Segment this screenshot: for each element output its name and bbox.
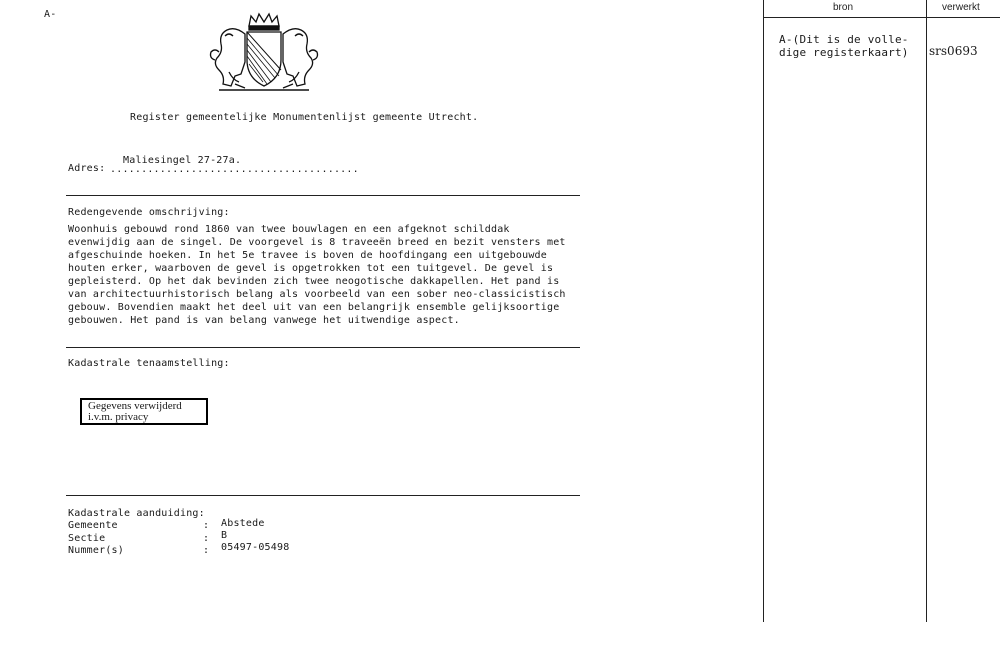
- aanduiding-row-sep: :: [203, 533, 210, 544]
- side-table-left-border: [763, 0, 764, 622]
- address-value: Maliesingel 27-27a.: [123, 155, 242, 166]
- card-title: Register gemeentelijke Monumentenlijst gemeente Utrecht.: [130, 112, 479, 123]
- side-table-mid-border: [926, 0, 927, 622]
- aanduiding-row-value: 05497-05498: [221, 542, 290, 553]
- privacy-notice: Gegevens verwijderd i.v.m. privacy: [80, 398, 208, 425]
- card-letter: A-: [44, 9, 57, 20]
- aanduiding-heading: Kadastrale aanduiding:: [68, 508, 205, 519]
- column-header-bron: bron: [833, 2, 854, 13]
- utrecht-coat-of-arms-icon: [205, 12, 323, 96]
- address-dots: ........................................: [110, 164, 359, 175]
- address-label: Adres:: [68, 163, 106, 174]
- verwerkt-value: srs0693: [929, 44, 978, 58]
- aanduiding-row-value: Abstede: [221, 518, 265, 529]
- aanduiding-row-sep: :: [203, 520, 210, 531]
- aanduiding-row-label: Nummer(s): [68, 545, 124, 556]
- description-line: van architectuurhistorisch belang als voorbeeld van een sober neo-classicistisch: [68, 289, 566, 300]
- description-line: houten erker, waarboven de gevel is opgetrokken tot een tuitgevel. De gevel is: [68, 263, 554, 274]
- description-line: gebouw. Bovendien maakt het deel uit van een belangrijk ensemble gelijksoortige: [68, 302, 560, 313]
- aanduiding-row-label: Gemeente: [68, 520, 118, 531]
- aanduiding-row-value: B: [221, 530, 228, 541]
- description-line: gepleisterd. Op het dak bevinden zich twee neogotische dakkapellen. Het pand is: [68, 276, 560, 287]
- bron-line: A-(Dit is de volle-: [779, 33, 909, 46]
- aanduiding-row-label: Sectie: [68, 533, 106, 544]
- description-line: evenwijdig aan de singel. De voorgevel is 8 traveeën breed en bezit vensters met: [68, 237, 566, 248]
- description-line: afgeschuinde hoeken. In het 5e travee is boven de hoofdingang een uitgebouwde: [68, 250, 547, 261]
- divider: [66, 195, 580, 196]
- bron-line: dige registerkaart): [779, 46, 909, 59]
- side-table-header-line: [763, 17, 1000, 18]
- description-heading: Redengevende omschrijving:: [68, 207, 230, 218]
- description-line: gebouwen. Het pand is van belang vanwege het uitwendige aspect.: [68, 315, 460, 326]
- column-header-verwerkt: verwerkt: [942, 2, 980, 13]
- divider: [66, 495, 580, 496]
- tenaamstelling-heading: Kadastrale tenaamstelling:: [68, 358, 230, 369]
- divider: [66, 347, 580, 348]
- description-line: Woonhuis gebouwd rond 1860 van twee bouwlagen en een afgeknot schilddak: [68, 224, 510, 235]
- aanduiding-row-sep: :: [203, 545, 210, 556]
